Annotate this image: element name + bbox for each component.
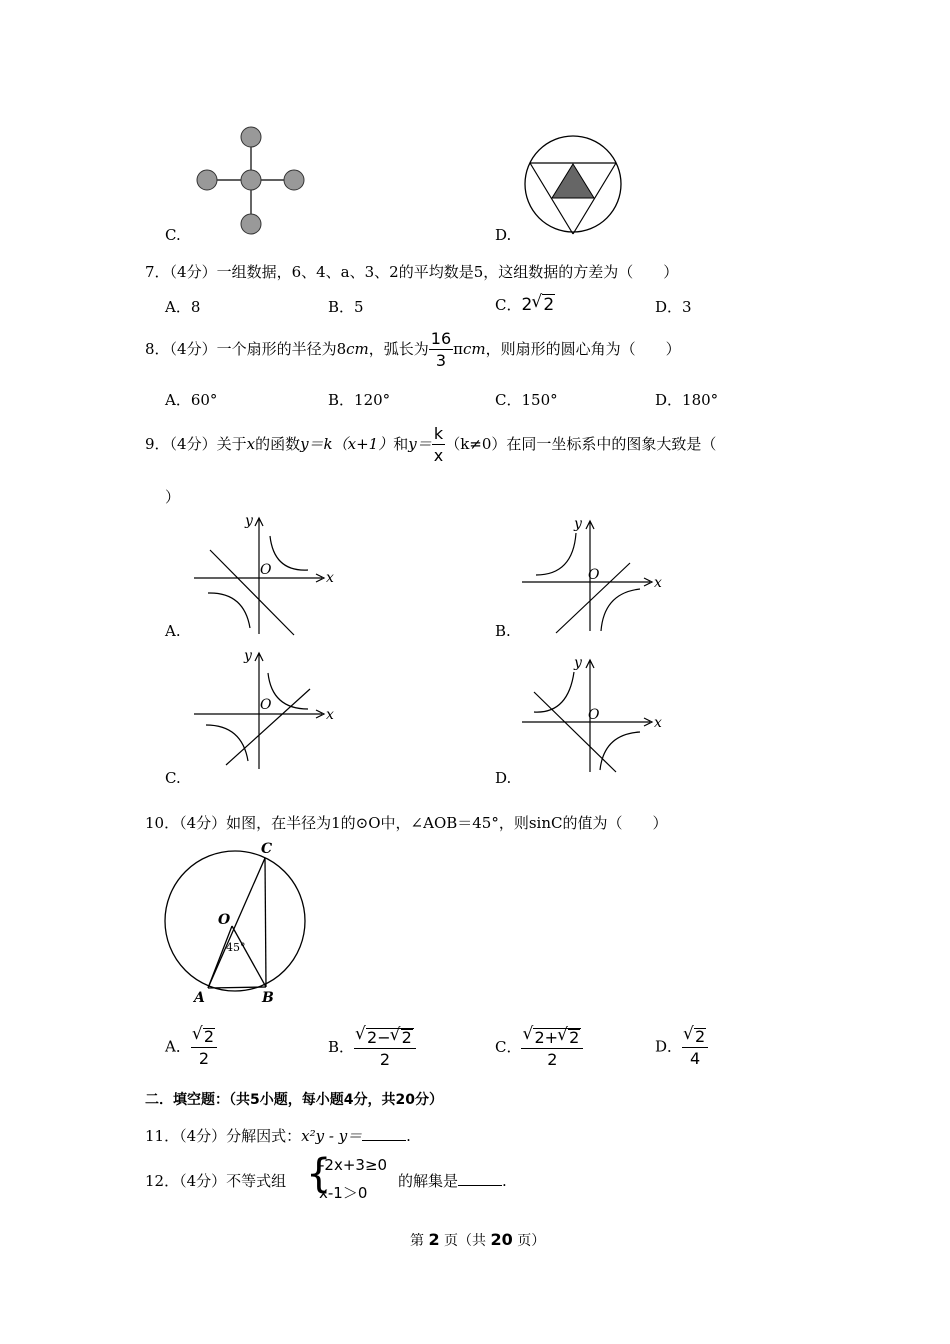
q6-option-c-label: C. — [165, 226, 181, 244]
q11-prefix: 11．（4分）分解因式： — [145, 1127, 302, 1145]
q9-option-c-label: C. — [165, 769, 181, 787]
q6-option-d-label: D. — [495, 226, 512, 244]
q10-c-num-left: 2+ — [534, 1028, 559, 1047]
footer-mid: 页（共 — [444, 1233, 487, 1249]
q8-option-b: B．120° — [328, 391, 391, 409]
q9-b-axis-y: y — [574, 516, 582, 532]
q7-option-a: A．8 — [165, 298, 201, 316]
q9-fraction — [432, 426, 445, 464]
q10-stem: 10．（4分）如图，在半径为1的⊙O中，∠AOB＝45°，则sinC的值为（ ） — [145, 814, 668, 832]
q9-d-axis-x: x — [654, 715, 662, 731]
q10-option-b — [328, 1028, 416, 1068]
q9-func1: y＝k（x+1） — [300, 435, 394, 453]
q6-figure-c — [190, 122, 315, 237]
q9-cond: （k≠0） — [445, 435, 507, 453]
q8-stem — [145, 331, 681, 369]
q12-line-2: x-1＞0 — [319, 1184, 368, 1202]
q9-and: 和 — [393, 435, 409, 453]
q10-label-a: A — [194, 990, 205, 1006]
q9-stem-mid: 的函数 — [255, 435, 301, 453]
q8-unit-1: cm — [346, 340, 369, 358]
q10-label-o: O — [218, 912, 231, 928]
q10-label-angle: 45° — [226, 941, 246, 954]
q10-b-num-right: √ 2 — [401, 1029, 413, 1046]
q10-a-num: √ 2 — [203, 1028, 215, 1045]
q10-c-num-right: √ 2 — [568, 1029, 580, 1046]
q9-stem-post: 在同一坐标系中的图象大致是（ — [506, 435, 717, 453]
q8-frac-num: 16 — [430, 329, 452, 348]
q9-d-origin: O — [588, 707, 600, 723]
q8-option-c: C．150° — [495, 391, 558, 409]
q12-brace: { — [306, 1151, 332, 1197]
q9-c-origin: O — [260, 697, 272, 713]
q11-answer-blank[interactable] — [362, 1140, 406, 1141]
q9-y: y＝ — [408, 435, 432, 453]
q8-frac-den: 3 — [429, 349, 453, 369]
q7-option-b: B．5 — [328, 298, 364, 316]
q7-option-c-radicand: √ 2 — [542, 294, 555, 315]
q9-c-axis-y: y — [244, 648, 252, 664]
footer-post: 页） — [517, 1233, 546, 1249]
q11 — [145, 1125, 411, 1146]
q9-b-origin: O — [588, 567, 600, 583]
q10-a-den: 2 — [191, 1047, 217, 1067]
q10-label-c: C — [261, 841, 273, 857]
q10-option-a-label: A． — [165, 1037, 191, 1056]
q10-b-num-left: 2− — [367, 1028, 391, 1047]
q9-option-b-label: B. — [495, 622, 511, 640]
q9-frac-den: x — [433, 446, 444, 465]
q9-stem-close: ） — [165, 488, 181, 506]
q10-d-den: 4 — [682, 1047, 708, 1067]
q10-option-c-label: C． — [495, 1038, 522, 1056]
q7-stem: 7．（4分）一组数据，6、4、a、3、2的平均数是5，这组数据的方差为（ ） — [145, 263, 679, 281]
q10-option-c — [495, 1028, 583, 1068]
q9-d-axis-y: y — [574, 655, 582, 671]
q9-stem-pre: 9．（4分）关于 — [145, 435, 247, 453]
q9-frac-num: k — [433, 424, 444, 443]
q11-expression: x²y - y＝ — [301, 1127, 363, 1145]
q9-a-axis-x: x — [326, 570, 334, 586]
q10-d-num: √ 2 — [694, 1028, 706, 1045]
footer-page-number: 2 — [428, 1230, 440, 1249]
q10-option-d-label: D． — [655, 1037, 683, 1056]
q8-stem-mid: ，弧长为 — [368, 340, 429, 358]
q9-graph-d — [518, 652, 668, 774]
q10-figure — [160, 838, 312, 1010]
q8-pi: π — [453, 340, 463, 358]
q7-option-d: D．3 — [655, 298, 692, 316]
q12-prefix: 12．（4分）不等式组 — [145, 1172, 287, 1190]
q10-option-b-label: B． — [328, 1038, 355, 1056]
footer-total-pages: 20 — [490, 1230, 513, 1249]
q12-answer-blank[interactable] — [458, 1185, 502, 1186]
q9-graph-a — [190, 510, 340, 638]
q9-option-d-label: D. — [495, 769, 512, 787]
q9-a-axis-y: y — [245, 513, 253, 529]
q12-end: . — [502, 1172, 507, 1190]
q10-option-d — [655, 1028, 708, 1067]
q10-c-den: 2 — [521, 1048, 583, 1068]
q8-option-d: D．180° — [655, 391, 719, 409]
q8-unit-2: cm — [463, 340, 486, 358]
q12-tail — [398, 1170, 507, 1191]
q8-fraction — [429, 331, 453, 369]
q7-option-c — [495, 294, 555, 315]
footer-pre: 第 — [410, 1233, 424, 1249]
q6-figure-d — [522, 133, 624, 239]
q9-stem — [145, 426, 716, 464]
q9-b-axis-x: x — [654, 575, 662, 591]
q10-label-b: B — [262, 990, 274, 1006]
q9-option-a-label: A. — [165, 622, 181, 640]
q9-c-axis-x: x — [326, 707, 334, 723]
q10-option-a — [165, 1028, 217, 1067]
q9-a-origin: O — [260, 562, 272, 578]
q8-stem-post: ，则扇形的圆心角为（ ） — [485, 340, 681, 358]
q8-stem-pre: 8．（4分）一个扇形的半径为8 — [145, 340, 347, 358]
q9-graph-c — [190, 645, 340, 773]
q11-end: . — [406, 1127, 411, 1145]
q7-option-c-coef: 2 — [521, 295, 533, 315]
q12-suffix: 的解集是 — [398, 1172, 459, 1190]
q9-graph-b — [518, 513, 668, 638]
page-footer — [410, 1230, 545, 1250]
q12-line-1: -2x+3≥0 — [319, 1156, 388, 1174]
q9-x: x — [246, 435, 256, 453]
q8-option-a: A．60° — [165, 391, 218, 409]
q7-option-c-label: C． — [495, 296, 522, 314]
q10-b-den: 2 — [354, 1048, 416, 1068]
section-2-title: 二．填空题：（共5小题，每小题4分，共20分） — [145, 1092, 443, 1108]
